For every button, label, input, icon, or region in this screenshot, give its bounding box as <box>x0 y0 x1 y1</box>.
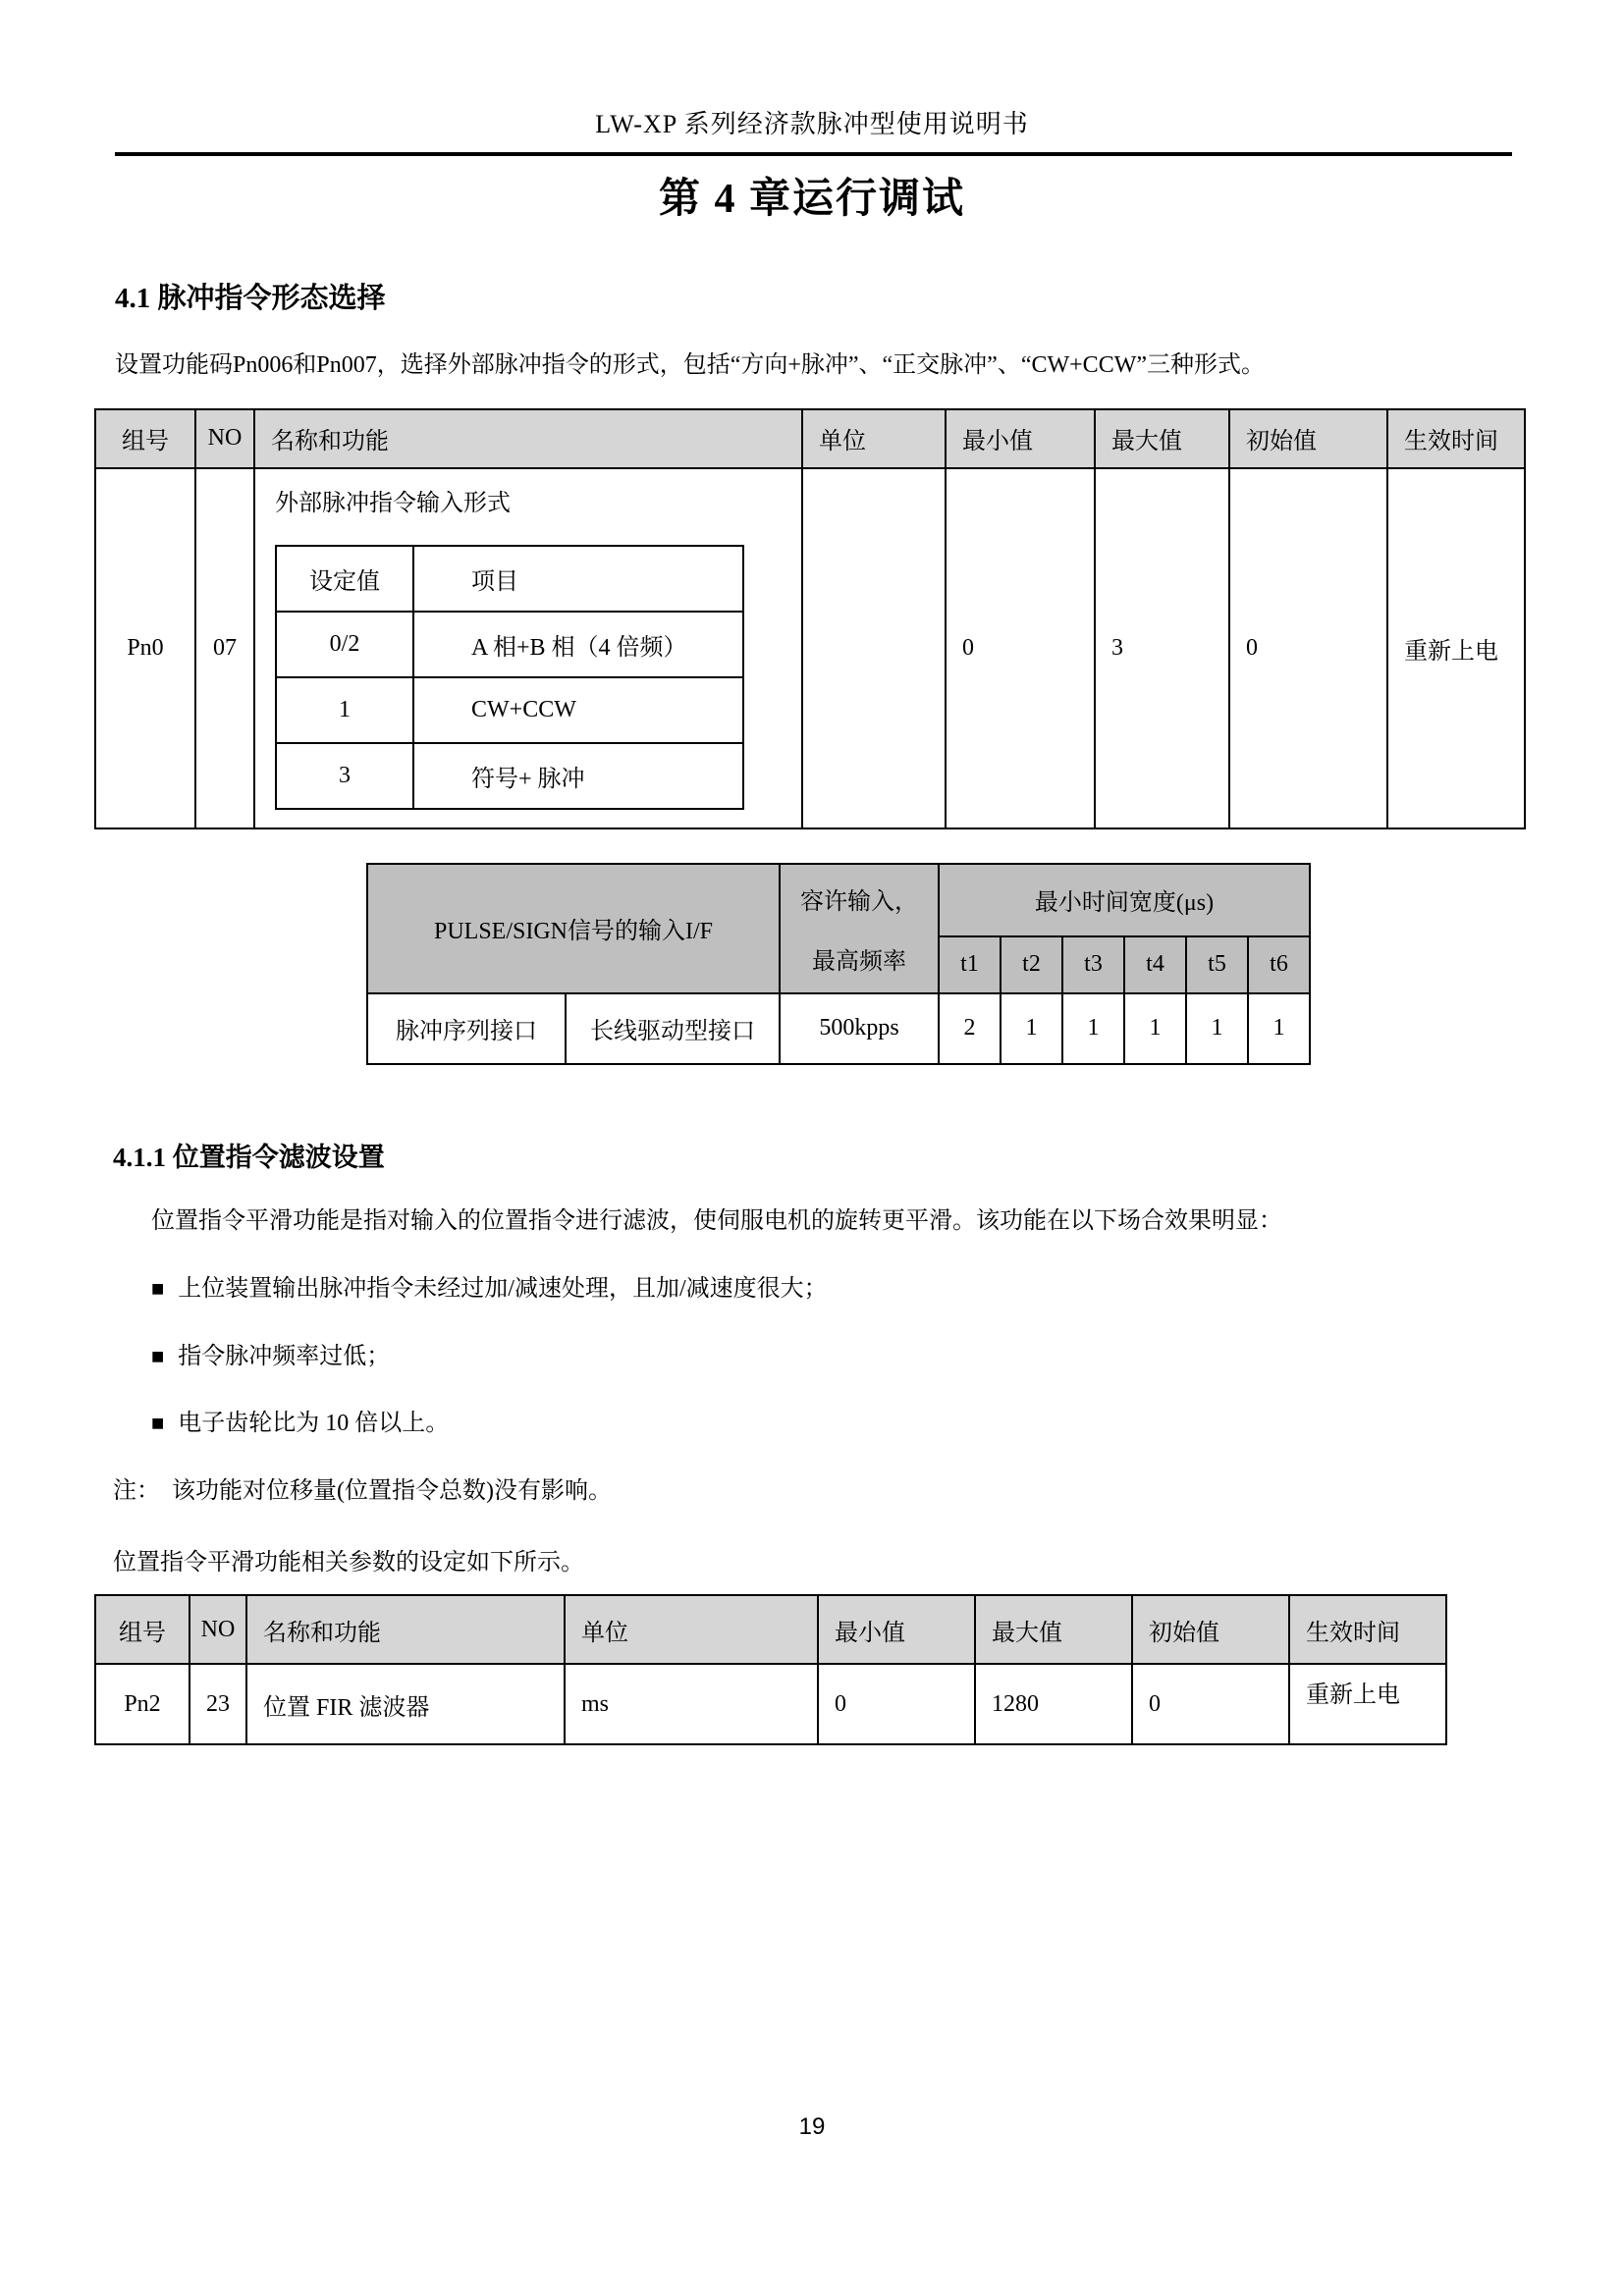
pulse-header-row-1 <box>367 864 1310 936</box>
cell-min: 0 <box>946 468 1095 828</box>
bullet-item <box>151 1408 1509 1439</box>
col-header-no: NO <box>189 1595 246 1664</box>
cell-effective: 重新上电 <box>1289 1664 1446 1744</box>
cell-unit: ms <box>565 1664 818 1744</box>
table-row <box>95 1664 1446 1744</box>
square-bullet-icon: ■ <box>151 1343 165 1368</box>
io-interface-header: PULSE/SIGN信号的输入I/F <box>367 864 780 993</box>
square-bullet-icon: ■ <box>151 1410 165 1435</box>
cell-t1: 2 <box>939 993 1001 1064</box>
section-4-1-heading: 4.1 脉冲指令形态选择 <box>115 283 386 314</box>
header-divider <box>115 152 1512 156</box>
col-header-name: 名称和功能 <box>246 1595 565 1664</box>
bullet-text: 电子齿轮比为 10 倍以上。 <box>178 1410 450 1436</box>
pn223-parameter-table <box>94 1594 1447 1745</box>
cell-initial: 0 <box>1229 468 1387 828</box>
section-4-1-1-heading: 4.1.1 位置指令滤波设置 <box>113 1142 385 1172</box>
section-4-1-1-paragraph: 位置指令平滑功能是指对输入的位置指令进行滤波，使伺服电机的旋转更平滑。该功能在以下场合效果明显： <box>151 1207 1282 1234</box>
col-header-name: 名称和功能 <box>254 409 802 468</box>
square-bullet-icon: ■ <box>151 1276 165 1302</box>
cell-max: 1280 <box>975 1664 1132 1744</box>
nested-item-value: CW+CCW <box>413 677 743 743</box>
cell-name-and-function <box>254 468 802 828</box>
t1-header: t1 <box>939 936 1001 993</box>
nested-item-value: A 相+B 相（4 倍频） <box>413 612 743 677</box>
col-header-initial: 初始值 <box>1229 409 1387 468</box>
allowed-input-label: 容许输入， <box>800 888 918 915</box>
cell-group: Pn2 <box>95 1664 189 1744</box>
col-header-effective: 生效时间 <box>1289 1595 1446 1664</box>
cell-initial: 0 <box>1132 1664 1289 1744</box>
col-header-min: 最小值 <box>946 409 1095 468</box>
note-line: 注： 该功能对位移量(位置指令总数)没有影响。 <box>113 1478 612 1505</box>
cell-unit <box>802 468 946 828</box>
col-header-group: 组号 <box>95 1595 189 1664</box>
cell-group: Pn0 <box>95 468 195 828</box>
table-row <box>95 468 1525 828</box>
col-header-max: 最大值 <box>975 1595 1132 1664</box>
t2-header: t2 <box>1001 936 1062 993</box>
cell-name: 位置 FIR 滤波器 <box>246 1664 565 1744</box>
cell-t2: 1 <box>1001 993 1062 1064</box>
document-header-title: LW-XP 系列经济款脉冲型使用说明书 <box>595 110 1029 138</box>
max-frequency-label: 最高频率 <box>812 948 906 975</box>
nested-row <box>276 677 743 743</box>
nested-setting-value: 3 <box>276 743 413 809</box>
cell-no: 23 <box>189 1664 246 1744</box>
cell-no: 07 <box>195 468 254 828</box>
bullet-text: 上位装置输出脉冲指令未经过加/减速处理，且加/减速度很大； <box>178 1276 828 1303</box>
bullet-item <box>151 1341 1509 1372</box>
t4-header: t4 <box>1124 936 1186 993</box>
cell-max: 3 <box>1095 468 1229 828</box>
params-intro-line: 位置指令平滑功能相关参数的设定如下所示。 <box>113 1550 584 1576</box>
col-header-min: 最小值 <box>818 1595 975 1664</box>
cell-t4: 1 <box>1124 993 1186 1064</box>
table-header-row <box>95 1595 1446 1664</box>
nested-col-setting: 设定值 <box>276 546 413 612</box>
bullet-text: 指令脉冲频率过低； <box>178 1343 391 1369</box>
col-header-unit: 单位 <box>565 1595 818 1664</box>
cell-line-driver: 长线驱动型接口 <box>566 993 780 1064</box>
t5-header: t5 <box>1186 936 1248 993</box>
nested-col-item: 项目 <box>413 546 743 612</box>
col-header-initial: 初始值 <box>1132 1595 1289 1664</box>
col-header-unit: 单位 <box>802 409 946 468</box>
cell-t6: 1 <box>1248 993 1310 1064</box>
nested-setting-value: 0/2 <box>276 612 413 677</box>
pulse-sign-table <box>366 863 1311 1065</box>
min-time-width-header: 最小时间宽度(μs) <box>939 864 1310 936</box>
nested-setting-value: 1 <box>276 677 413 743</box>
setting-value-table <box>275 545 744 810</box>
pulse-input-form-label: 外部脉冲指令输入形式 <box>275 490 511 516</box>
pn007-parameter-table <box>94 408 1526 829</box>
t3-header: t3 <box>1062 936 1124 993</box>
nested-row <box>276 743 743 809</box>
col-header-effective: 生效时间 <box>1387 409 1525 468</box>
cell-effective: 重新上电 <box>1387 468 1525 828</box>
t6-header: t6 <box>1248 936 1310 993</box>
bullet-item <box>151 1273 1509 1305</box>
nested-item-value: 符号+ 脉冲 <box>413 743 743 809</box>
cell-min: 0 <box>818 1664 975 1744</box>
allowed-input-max-freq-header <box>780 864 939 993</box>
nested-row <box>276 612 743 677</box>
nested-header-row <box>276 546 743 612</box>
col-header-group: 组号 <box>95 409 195 468</box>
cell-t5: 1 <box>1186 993 1248 1064</box>
page-number: 19 <box>798 2113 826 2140</box>
table-header-row <box>95 409 1525 468</box>
col-header-no: NO <box>195 409 254 468</box>
col-header-max: 最大值 <box>1095 409 1229 468</box>
chapter-title: 第 4 章运行调试 <box>658 177 965 222</box>
cell-pulse-interface: 脉冲序列接口 <box>367 993 566 1064</box>
cell-t3: 1 <box>1062 993 1124 1064</box>
cell-max-frequency: 500kpps <box>780 993 939 1064</box>
section-4-1-intro: 设置功能码Pn006和Pn007，选择外部脉冲指令的形式，包括“方向+脉冲”、“正交脉冲”、“CW+CCW”三种形式。 <box>115 352 1266 378</box>
pulse-data-row <box>367 993 1310 1064</box>
